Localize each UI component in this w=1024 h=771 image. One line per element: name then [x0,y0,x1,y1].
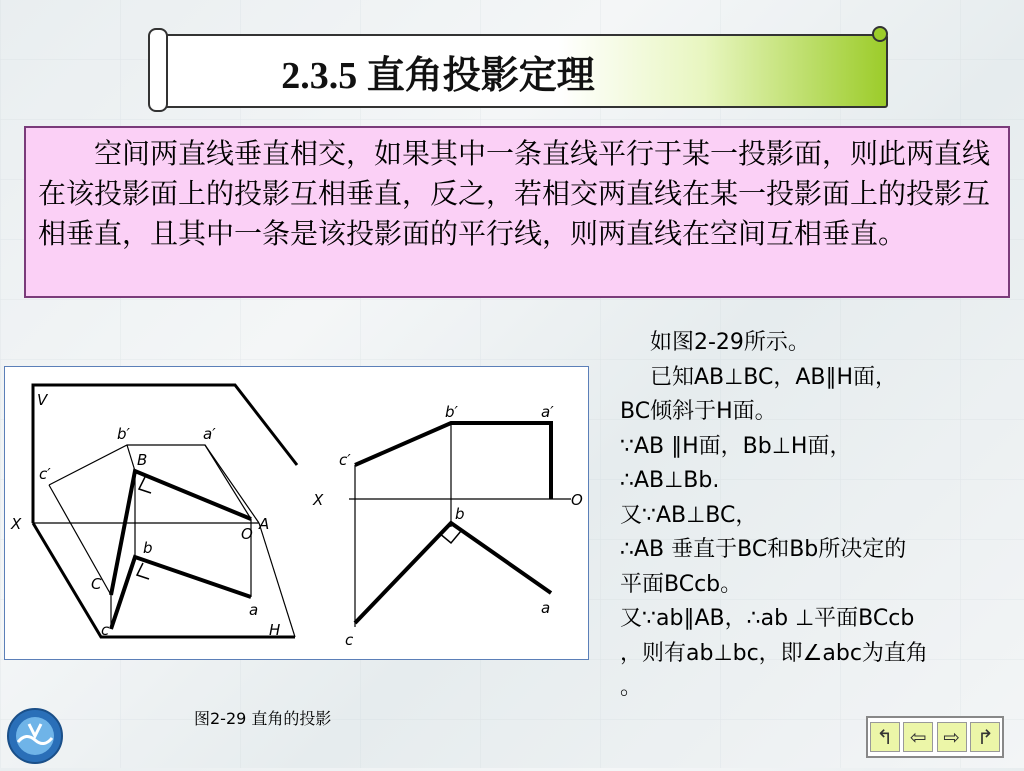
label-b-2d: b [455,505,465,523]
explain-line: ∴AB⊥Bb. [620,468,720,493]
projector-line [127,445,135,471]
projector-line [49,485,111,595]
explain-line: BC倾斜于H面。 [620,399,777,424]
h-plane-outline [33,523,295,637]
arrow-right-icon[interactable]: ⇨ [937,722,967,752]
label-x-3d: X [11,515,22,533]
explain-line: 又∵AB⊥BC， [620,502,758,528]
label-B: B [137,451,148,469]
label-O-2d: O [571,491,583,509]
label-A: A [259,515,270,533]
label-c-2d: c [345,631,354,649]
scroll-curl [148,28,168,112]
return-icon[interactable]: ↰ [870,722,900,752]
h-plane-right-edge [259,523,295,637]
v-plane-outline [33,385,297,523]
theorem-box [24,126,1010,298]
label-b: b [143,539,153,557]
projection-diagram [5,367,588,659]
label-a-2d: a [541,599,551,617]
explain-line: ∴AB 垂直于BC和Bb所决定的 [620,537,907,562]
label-c-prime-2d: c′ [339,451,351,469]
label-H: H [269,621,281,639]
scroll-knob [872,26,888,42]
label-v: V [37,391,48,409]
v-projection-2d [355,423,551,499]
explain-line: 平面BCcb。 [620,571,743,597]
figure-caption: 图2-29 直角的投影 [194,709,332,728]
theorem-text: 空间两直线垂直相交，如果其中一条直线平行于某一投影面，则此两直线在该投影面上的投影互相垂直，反之，若相交两直线在某一投影面上的投影互相垂直，且其中一条是该投影面的平行线，则两直线在空间互相垂直。 [38,137,991,250]
forward-icon[interactable]: ↱ [970,722,1000,752]
figure-2-29 [4,366,589,660]
label-X-2d: X [313,491,324,509]
label-b-prime-2d: b′ [445,403,458,421]
explain-line: 如图2-29所示。 [650,330,810,355]
title-scroll [148,26,888,108]
label-O-3d: O [241,525,253,543]
label-b-prime: b′ [117,425,130,443]
label-a-prime: a′ [203,425,216,443]
h-projection-abc [111,557,251,629]
explain-line: ∵AB ∥H面，Bb⊥H面， [620,433,852,459]
explanation-text [620,326,1000,706]
label-C: C [91,575,102,593]
university-logo [2,706,68,766]
label-c-prime: c′ [39,465,51,483]
navigation-bar [866,716,1004,758]
explain-line: 又∵ab∥AB，∴ab ⊥平面BCcb [620,606,915,631]
title-bar [156,34,888,108]
label-c: c [101,621,110,639]
label-a-prime-2d: a′ [541,403,554,421]
label-a: a [249,601,259,619]
explain-line: 。 [620,675,643,700]
right-angle-mark [139,477,151,493]
explain-line: 已知AB⊥BC，AB∥H面， [650,364,898,390]
h-projection-2d [355,523,551,623]
page-title: 2.3.5 直角投影定理 [281,55,595,97]
right-angle-mark [137,563,149,579]
explain-line: ，则有ab⊥bc，即∠abc为直角 [620,640,928,666]
space-line-abc [111,471,251,595]
arrow-left-icon[interactable]: ⇦ [903,722,933,752]
